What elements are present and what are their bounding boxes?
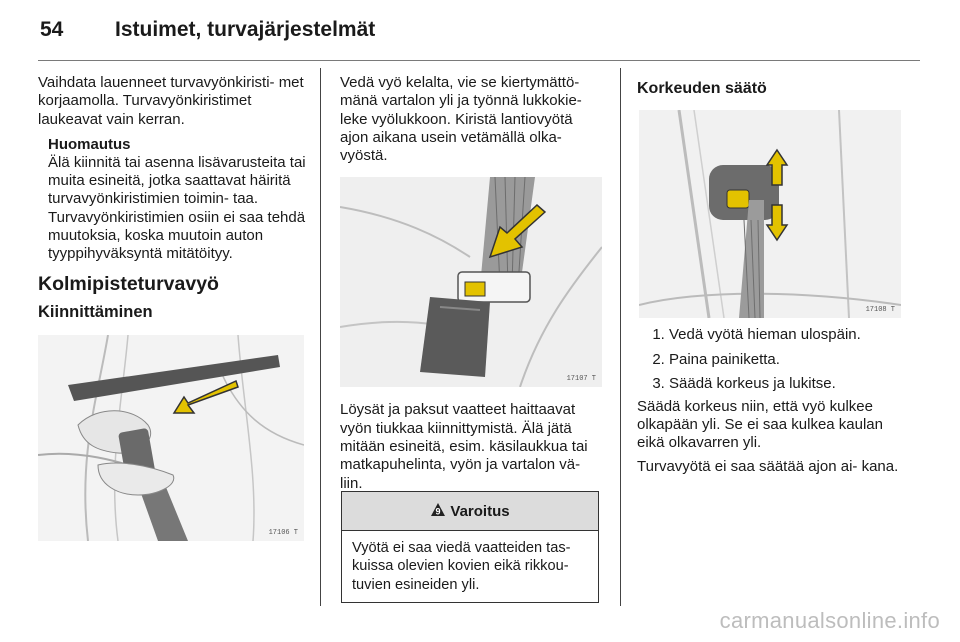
subsection-heading: Kiinnittäminen bbox=[38, 302, 153, 321]
column-3 bbox=[637, 74, 909, 477]
warning-box bbox=[341, 491, 599, 603]
warning-title: Varoitus bbox=[450, 502, 510, 520]
note-block bbox=[38, 136, 308, 264]
intro-paragraph: Vaihdata lauenneet turvavyönkiristi- met korjaamolla. Turvavyönkiristimet laukeavat vain kerran. bbox=[38, 74, 304, 128]
column-divider-2 bbox=[620, 68, 621, 606]
figure-height-adjust bbox=[639, 110, 901, 318]
clothing-advice: Löysät ja paksut vaatteet haittaavat vyön tiukkaa kiinnittymistä. Älä jätä mitään esineitä, esim. käsilaukkua tai matkapuhelinta, vyön ja vartalon vä- liin. bbox=[340, 401, 588, 492]
buckle-illustration bbox=[340, 177, 602, 387]
list-item: 2. Paina painiketta. bbox=[669, 351, 909, 370]
warning-triangle-icon bbox=[430, 502, 446, 521]
warning-text: Vyötä ei saa viedä vaatteiden tas- kuissa olevien kovien eikä rikkou- tuvien esineiden yli. bbox=[352, 540, 571, 593]
warning-header bbox=[342, 492, 598, 531]
chapter-title: Istuimet, turvajärjestelmät bbox=[115, 18, 376, 41]
fastening-illustration bbox=[38, 335, 304, 541]
page-number: 54 bbox=[40, 18, 64, 41]
column-divider-1 bbox=[320, 68, 321, 606]
section-heading: Kolmipisteturvavyö bbox=[38, 272, 219, 295]
figure-code: 17108 T bbox=[865, 306, 895, 314]
warning-icon-glyph: 9 bbox=[435, 506, 441, 516]
watermark: carmanualsonline.info bbox=[719, 608, 940, 633]
figure-code: 17107 T bbox=[566, 375, 596, 384]
figure-buckle bbox=[340, 177, 602, 387]
figure-fastening bbox=[38, 335, 304, 541]
list-item: 3. Säädä korkeus ja lukitse. bbox=[669, 375, 909, 394]
note-title: Huomautus bbox=[48, 135, 131, 153]
note-text: Älä kiinnitä tai asenna lisävarusteita tai muita esineitä, jotka saattavat häiritä turvavyönkiristimien toimin- taa. Turvavyönkiristimien osiin ei saa tehdä muutoksia, koska muutoin auton tyyppihyväksyntä mitätöityy. bbox=[48, 153, 306, 263]
driving-warning: Turvavyötä ei saa säätää ajon ai- kana. bbox=[637, 458, 899, 476]
height-adjust-heading: Korkeuden säätö bbox=[637, 80, 767, 97]
page-header bbox=[40, 18, 920, 50]
fasten-instructions: Vedä vyö kelalta, vie se kiertymättö- mänä vartalon yli ja työnnä lukkokie- leke vyölukkoon. Kiristä lantiovyötä ajon aikana usein vetämällä olka- vyöstä. bbox=[340, 74, 582, 165]
adjust-steps bbox=[637, 326, 909, 394]
list-item: 1. Vedä vyötä hieman ulospäin. bbox=[669, 326, 909, 345]
column-1 bbox=[38, 74, 308, 541]
header-divider bbox=[38, 60, 920, 61]
column-2 bbox=[340, 74, 602, 493]
height-adjust-illustration bbox=[639, 110, 901, 318]
height-advice: Säädä korkeus niin, että vyö kulkee olkapään yli. Se ei saa kulkea kaulan eikä olkavarren yli. bbox=[637, 397, 883, 452]
figure-code: 17106 T bbox=[268, 528, 298, 537]
